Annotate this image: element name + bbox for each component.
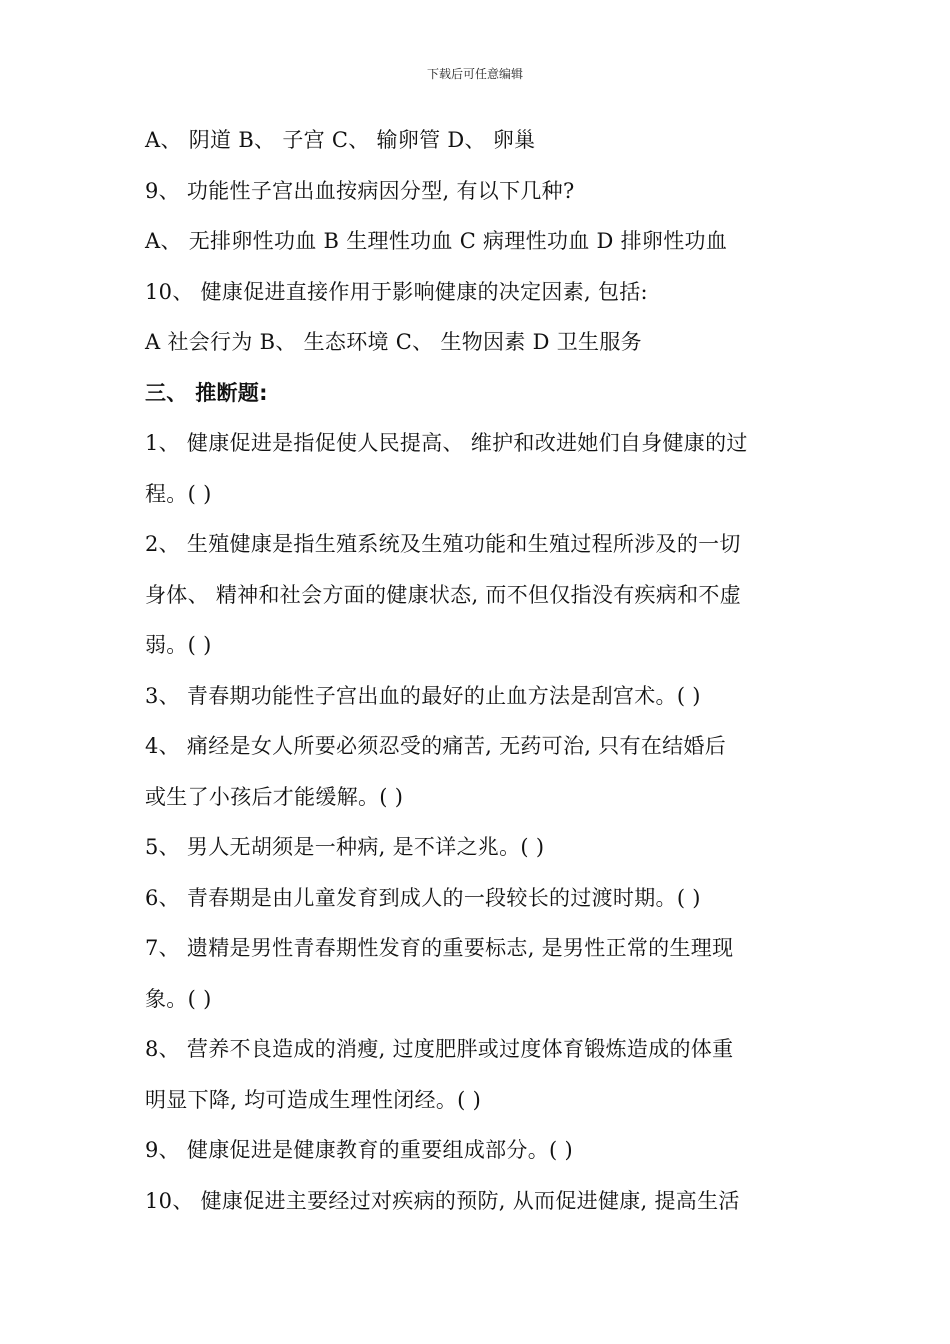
option-line-q8: A、 阴道 B、 子宫 C、 输卵管 D、 卵巢 bbox=[145, 128, 536, 152]
question-10: 10、 健康促进直接作用于影响健康的决定因素, 包括: bbox=[145, 279, 648, 304]
judgement-5: 5、 男人无胡须是一种病, 是不详之兆。( ) bbox=[145, 835, 545, 859]
judgement-1-line-2: 程。( ) bbox=[145, 481, 212, 506]
judgement-9: 9、 健康促进是健康教育的重要组成部分。( ) bbox=[145, 1138, 573, 1162]
judgement-8-line-2: 明显下降, 均可造成生理性闭经。( ) bbox=[145, 1087, 482, 1112]
judgement-8-line-1: 8、 营养不良造成的消瘦, 过度肥胖或过度体育锻炼造成的体重 bbox=[145, 1037, 734, 1061]
option-line-q10: A 社会行为 B、 生态环境 C、 生物因素 D 卫生服务 bbox=[145, 330, 642, 354]
section-heading: 三、 推断题: bbox=[145, 380, 268, 405]
judgement-7-line-2: 象。( ) bbox=[145, 986, 212, 1011]
judgement-4-line-1: 4、 痛经是女人所要必须忍受的痛苦, 无药可治, 只有在结婚后 bbox=[145, 734, 727, 758]
judgement-10-line-1: 10、 健康促进主要经过对疾病的预防, 从而促进健康, 提高生活 bbox=[145, 1188, 740, 1213]
judgement-2-line-1: 2、 生殖健康是指生殖系统及生殖功能和生殖过程所涉及的一切 bbox=[145, 532, 741, 556]
judgement-3: 3、 青春期功能性子宫出血的最好的止血方法是刮宫术。( ) bbox=[145, 683, 701, 708]
question-9: 9、 功能性子宫出血按病因分型, 有以下几种? bbox=[145, 178, 575, 203]
document-body bbox=[145, 115, 815, 1226]
judgement-7-line-1: 7、 遗精是男性青春期性发育的重要标志, 是男性正常的生理现 bbox=[145, 936, 734, 960]
judgement-2-line-2: 身体、 精神和社会方面的健康状态, 而不但仅指没有疾病和不虚 bbox=[145, 582, 742, 607]
judgement-4-line-2: 或生了小孩后才能缓解。( ) bbox=[145, 784, 404, 809]
judgement-6: 6、 青春期是由儿童发育到成人的一段较长的过渡时期。( ) bbox=[145, 885, 701, 910]
judgement-1-line-1: 1、 健康促进是指促使人民提高、 维护和改进她们自身健康的过 bbox=[145, 431, 748, 455]
option-line-q9: A、 无排卵性功血 B 生理性功血 C 病理性功血 D 排卵性功血 bbox=[145, 229, 728, 253]
page-header: 下载后可任意编辑 bbox=[426, 67, 523, 81]
judgement-2-line-3: 弱。( ) bbox=[145, 633, 212, 657]
